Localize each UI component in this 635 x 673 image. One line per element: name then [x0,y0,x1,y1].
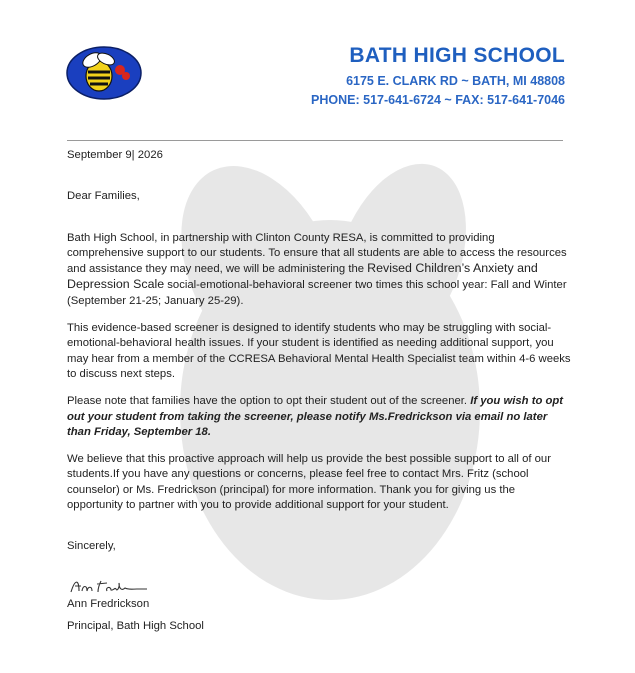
letterhead [311,44,565,107]
paragraph-intro-a: Bath High School [67,231,155,244]
school-address: 6175 E. CLARK RD ~ BATH, MI 48808 [346,74,565,88]
letter-date: September 9| 2026 [67,149,163,161]
paragraph-closing-note: We believe that this proactive approach will help us provide the best possible support to all of our students.If you have any questions or concerns, please feel free to contact Mrs. Fritz (school counselor) or Ms. Fredrickson (principal) for more information. Thank you for giving us the opportunity to partner with you to provide additional support for your student. [67,453,551,512]
paragraph-intro [67,231,573,309]
header-divider [67,140,563,141]
school-phone-fax: PHONE: 517-641-6724 ~ FAX: 517-641-7046 [311,93,565,107]
school-name: BATH HIGH SCHOOL [349,44,565,67]
paragraph-opt-out-emphasis: If you wish to opt out your student from taking the screener, please notify Ms.Fredrickson via email no later than Friday, September 18. [67,395,564,438]
signer-title: Principal, Bath High School [67,619,204,632]
paragraph-intro-c: Revised Children’s Anxiety and Depression Scale [67,261,538,292]
paragraph-opt-out-a: Please note that families have the option to opt their student out of the screener. [67,395,471,408]
paragraph-screener: This evidence-based screener is designed to identify students who may be struggling with social-emotional-behavioral health issues. If your student is identified as needing additional support, you may hear from a member of the CCRESA Behavioral Mental Health Specialist team within 4-6 weeks to discuss next steps. [67,322,571,380]
signer-name: Ann Fredrickson [67,597,150,610]
letter-body [67,146,573,634]
paragraph-opt-out [67,394,573,440]
bee-mascot-logo [66,46,142,100]
greeting: Dear Families, [67,190,140,203]
handwritten-signature [67,575,573,597]
paragraph-intro-b: , in partnership with Clinton County RESA, is committed to providing comprehensive support to our students. To ensure that all students are able to access the resources and assistance they may need, we will be administering the [67,231,567,276]
paragraph-intro-d: social-emotional-behavioral screener two times this school year: Fall and Winter (September 21-25; January 25-29). [67,279,567,307]
closing: Sincerely, [67,540,116,553]
